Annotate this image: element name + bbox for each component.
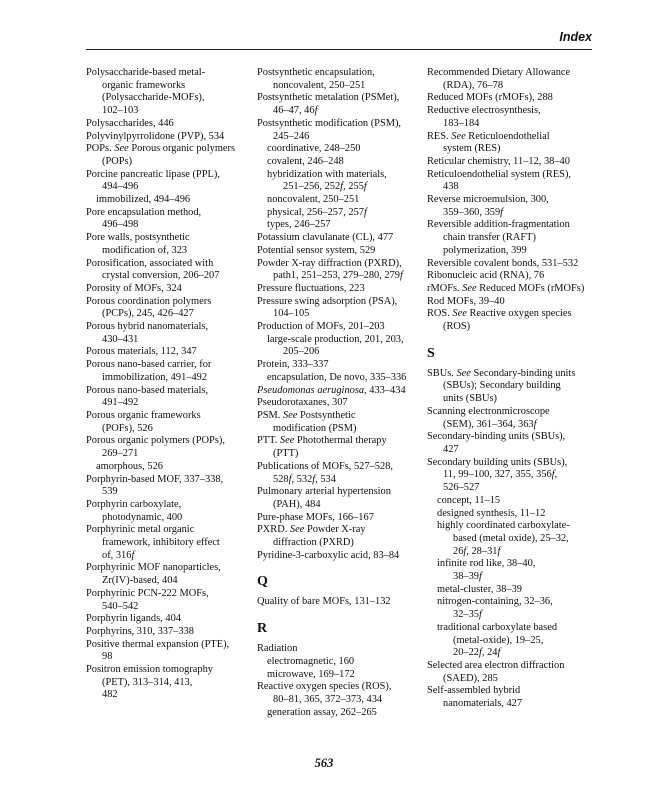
index-entry: 245–246	[273, 130, 310, 142]
index-entry: Selected area electron diffraction	[427, 659, 565, 671]
index-entry: (PCPs), 245, 426–427	[102, 308, 194, 320]
index-entry: POPs. See Porous organic polymers	[86, 143, 236, 155]
running-header-title: Index	[559, 30, 592, 44]
index-entry: Pressure swing adsorption (PSA),	[257, 295, 398, 307]
index-entry: 539	[102, 486, 118, 498]
index-entry: Porphyrinic metal organic	[86, 524, 195, 536]
index-column-3	[427, 67, 597, 711]
index-subentry: electromagnetic, 160	[267, 655, 355, 667]
index-entry: crystal conversion, 206–207	[102, 270, 220, 282]
index-entry: 104–105	[273, 308, 310, 320]
index-entry: ROS. See Reactive oxygen species	[427, 308, 572, 320]
index-entry: Postsynthetic encapsulation,	[257, 67, 375, 78]
index-entry: (SBUs); Secondary building	[443, 380, 561, 392]
section-letter: Q	[257, 574, 268, 590]
index-entry: Publications of MOFs, 527–528,	[257, 460, 393, 472]
index-entry: 183–184	[443, 117, 480, 129]
index-entry: Potassium clavulanate (CL), 477	[257, 232, 394, 244]
index-entry: Polysaccharide-based metal-	[86, 67, 206, 78]
index-entry: Porphyrins, 310, 337–338	[86, 625, 194, 637]
index-entry: Reverse microemulsion, 300,	[427, 194, 549, 206]
index-entry: (PET), 313–314, 413,	[102, 676, 193, 688]
index-entry: chain transfer (RAFT)	[443, 232, 536, 244]
index-entry: Secondary-binding units (SBUs),	[427, 431, 566, 443]
index-entry: Pressure fluctuations, 223	[257, 282, 365, 294]
index-entry: Rod MOFs, 39–40	[427, 295, 505, 307]
index-entry: photodynamic, 400	[102, 511, 183, 523]
index-entry: of, 316f	[102, 549, 135, 561]
index-subentry: large-scale production, 201, 203,	[267, 333, 404, 345]
index-entry: Postsynthetic metalation (PSMet),	[257, 92, 400, 104]
index-subentry: microwave, 169–172	[267, 668, 355, 680]
index-subentry: 32–35f	[453, 609, 482, 621]
index-entry: (RDA), 76–78	[443, 79, 504, 91]
index-entry: Porous coordination polymers	[86, 295, 212, 307]
index-entry: Positive thermal expansion (PTE),	[86, 638, 230, 650]
index-column-1	[86, 67, 246, 702]
index-subentry: coordinative, 248–250	[267, 143, 361, 155]
index-entry: path1, 251–253, 279–280, 279f	[273, 270, 403, 282]
index-entry: (SAED), 285	[443, 672, 498, 684]
index-entry: (POFs), 526	[102, 422, 153, 434]
index-entry: PSM. See Postsynthetic	[257, 409, 356, 421]
index-entry: Reactive oxygen species (ROS),	[257, 681, 392, 693]
index-subentry: covalent, 246–248	[267, 155, 344, 167]
index-entry: framework, inhibitory effect	[102, 537, 220, 549]
index-column-2	[257, 67, 422, 719]
index-subentry: types, 246–257	[267, 219, 331, 231]
index-entry: 438	[443, 181, 459, 193]
index-entry: Reticular chemistry, 11–12, 38–40	[427, 155, 570, 167]
index-entry: Reticuloendothelial system (RES),	[427, 168, 572, 180]
index-entry: rMOFs. See Reduced MOFs (rMOFs)	[427, 282, 585, 294]
page-number: 563	[314, 756, 334, 770]
index-entry: organic frameworks	[102, 79, 186, 91]
index-entry: PTT. See Photothermal therapy	[257, 435, 387, 447]
index-subentry: 26f, 28–31f	[453, 545, 501, 557]
index-entry: modification (PSM)	[273, 422, 357, 434]
index-subentry: highly coordinated carboxylate-	[437, 520, 570, 532]
index-entry: Polyvinylpyrrolidone (PVP), 534	[86, 130, 225, 142]
index-entry: 526–527	[443, 482, 480, 494]
index-entry: Porphyrin-based MOF, 337–338,	[86, 473, 224, 485]
index-entry: Secondary building units (SBUs),	[427, 456, 568, 468]
index-entry: Pseudorotaxanes, 307	[257, 397, 348, 409]
index-entry: (Polysaccharide-MOFs),	[102, 92, 205, 104]
section-letter: R	[257, 621, 268, 637]
index-entry: system (RES)	[443, 143, 501, 155]
index-entry: Protein, 333–337	[257, 359, 329, 371]
index-entry: noncovalent, 250–251	[273, 79, 366, 91]
index-entry: Porous nano-based carrier, for	[86, 359, 212, 371]
index-subentry: metal-cluster, 38–39	[437, 583, 522, 595]
index-subentry: physical, 256–257, 257f	[267, 206, 367, 218]
index-entry: Self-assembled hybrid	[427, 685, 521, 697]
index-entry: 98	[102, 651, 113, 663]
index-entry: modification of, 323	[102, 244, 188, 256]
index-entry: Pyridine-3-carboxylic acid, 83–84	[257, 549, 400, 561]
index-entry: Reversible covalent bonds, 531–532	[427, 257, 579, 269]
index-entry: 46–47, 46f	[273, 105, 318, 117]
index-entry: Porosity of MOFs, 324	[86, 282, 182, 294]
section-letter: S	[427, 345, 435, 361]
index-entry: Porphyrinic MOF nanoparticles,	[86, 562, 221, 574]
index-entry: Reversible addition-fragmentation	[427, 219, 570, 231]
index-entry: Positron emission tomography	[86, 664, 213, 676]
index-entry: RES. See Reticuloendothelial	[427, 130, 550, 142]
index-entry: PXRD. See Powder X-ray	[257, 524, 366, 536]
index-entry: Porphyrin carboxylate,	[86, 498, 182, 510]
index-subentry: generation assay, 262–265	[267, 706, 377, 718]
index-subentry: infinite rod like, 38–40,	[437, 558, 536, 570]
index-entry: Porphyrin ligands, 404	[86, 613, 181, 625]
index-entry: Porous organic polymers (POPs),	[86, 435, 225, 447]
index-entry: (POPs)	[102, 155, 133, 167]
index-entry: 359–360, 359f	[443, 206, 504, 218]
index-entry: Porous nano-based materials,	[86, 384, 209, 396]
index-subentry: designed synthesis, 11–12	[437, 507, 546, 519]
index-subentry: traditional carboxylate based	[437, 621, 558, 633]
index-entry: Porcine pancreatic lipase (PPL),	[86, 168, 220, 180]
index-entry: Pure-phase MOFs, 166–167	[257, 511, 374, 523]
index-entry: polymerization, 399	[443, 244, 527, 256]
index-entry: 491–492	[102, 397, 139, 409]
index-entry: 80–81, 365, 372–373, 434	[273, 693, 383, 705]
index-entry: Quality of bare MOFs, 131–132	[257, 596, 391, 608]
index-subentry: based (metal oxide), 25–32,	[453, 532, 569, 544]
index-entry: (PTT)	[273, 448, 299, 460]
index-subentry: amorphous, 526	[96, 460, 163, 472]
index-entry: Porphyrinic PCN-222 MOFs,	[86, 587, 209, 599]
index-entry: (ROS)	[443, 321, 471, 333]
index-entry: Porous materials, 112, 347	[86, 346, 197, 358]
index-entry: Zr(IV)-based, 404	[102, 575, 178, 587]
index-entry: 11, 99–100, 327, 355, 356f,	[443, 469, 558, 481]
index-entry: 102–103	[102, 105, 139, 117]
index-entry: Porous hybrid nanomaterials,	[86, 321, 209, 333]
index-subentry: (metal-oxide), 19–25,	[453, 634, 544, 646]
index-entry: 482	[102, 689, 118, 701]
index-subentry: noncovalent, 250–251	[267, 194, 360, 206]
index-subentry: 251–256, 252f, 255f	[283, 181, 367, 193]
index-entry: Pulmonary arterial hypertension	[257, 486, 391, 498]
index-subentry: nitrogen-containing, 32–36,	[437, 596, 553, 608]
index-entry: Postsynthetic modification (PSM),	[257, 117, 402, 129]
index-subentry: 205–206	[283, 346, 320, 358]
index-entry: Potential sensor system, 529	[257, 244, 376, 256]
index-entry: (PAH), 484	[273, 498, 321, 510]
index-entry: Pore encapsulation method,	[86, 206, 202, 218]
index-entry: Scanning electronmicroscope	[427, 405, 550, 417]
index-entry: Porous organic frameworks	[86, 409, 201, 421]
index-entry: 430–431	[102, 333, 139, 345]
index-entry: Reduced MOFs (rMOFs), 288	[427, 92, 553, 104]
index-entry: SBUs. See Secondary-binding units	[427, 367, 576, 379]
index-entry: (SEM), 361–364, 363f	[443, 418, 537, 430]
index-entry: Recommended Dietary Allowance	[427, 67, 571, 78]
index-entry: Reductive electrosynthesis,	[427, 105, 541, 117]
index-entry: immobilization, 491–492	[102, 371, 208, 383]
index-entry: diffraction (PXRD)	[273, 537, 354, 549]
index-subentry: 38–39f	[453, 571, 482, 583]
index-entry: Polysaccharides, 446	[86, 117, 174, 129]
index-subentry: encapsulation, De novo, 335–336	[267, 371, 407, 383]
index-entry: 496–498	[102, 219, 139, 231]
index-entry: 269–271	[102, 448, 139, 460]
index-subentry: hybridization with materials,	[267, 168, 387, 180]
index-entry: Radiation	[257, 643, 298, 655]
index-entry: Ribonucleic acid (RNA), 76	[427, 270, 545, 282]
index-entry: Production of MOFs, 201–203	[257, 321, 385, 333]
index-entry: Pseudomonas aeruginosa, 433–434	[257, 384, 406, 396]
index-subentry: 20–22f, 24f	[453, 647, 501, 659]
index-entry: 427	[443, 443, 459, 455]
header-rule	[86, 49, 592, 50]
index-entry: 540–542	[102, 600, 139, 612]
index-entry: 494–496	[102, 181, 139, 193]
index-subentry: concept, 11–15	[437, 494, 501, 506]
index-entry: Porosification, associated with	[86, 257, 214, 269]
index-entry: nanomaterials, 427	[443, 698, 523, 710]
index-entry: Powder X-ray diffraction (PXRD),	[257, 257, 402, 269]
index-entry: Pore walls, postsynthetic	[86, 232, 190, 244]
index-entry: units (SBUs)	[443, 393, 497, 405]
index-subentry: immobilized, 494–496	[96, 194, 191, 206]
index-entry: 528f, 532f, 534	[273, 473, 336, 485]
